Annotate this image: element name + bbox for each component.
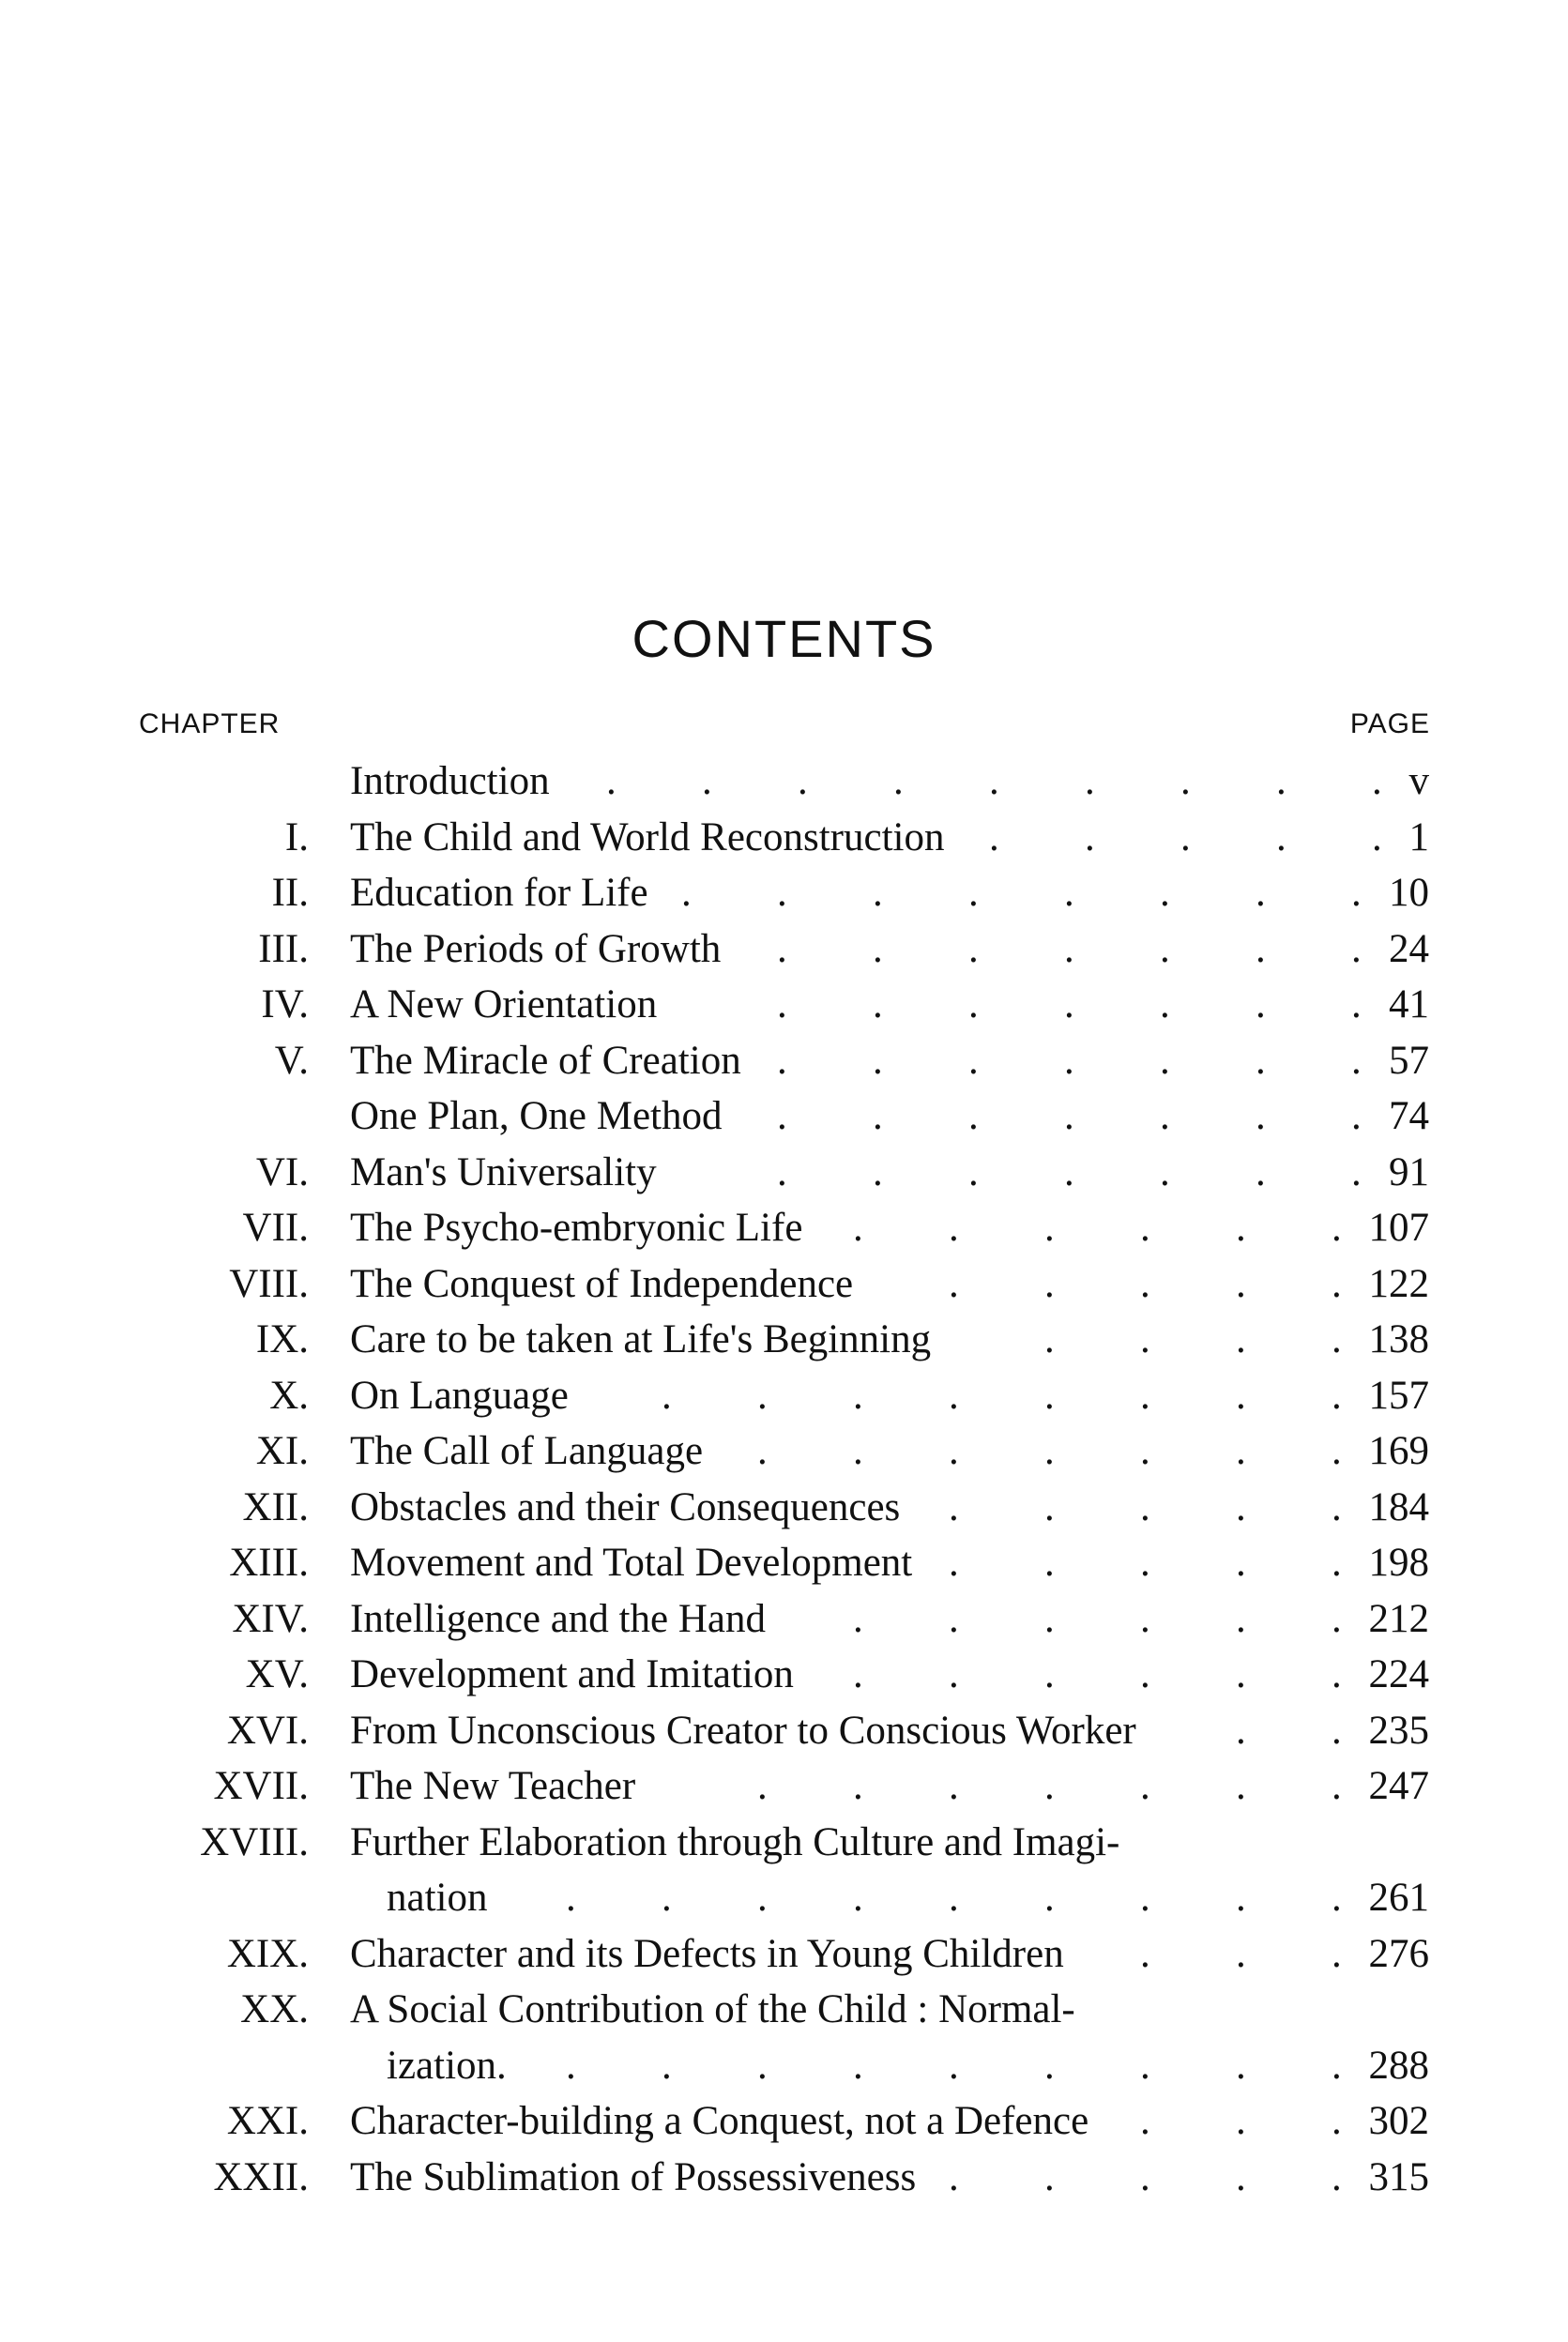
leader-dot: . bbox=[662, 1876, 672, 1920]
chapter-number: I. bbox=[284, 814, 309, 859]
leader-dot: . bbox=[949, 1541, 959, 1585]
leader-dot: . bbox=[968, 982, 979, 1027]
leader-dot: . bbox=[1064, 871, 1074, 915]
leader-dot: . bbox=[1236, 1317, 1246, 1361]
leader-dot: . bbox=[1044, 1373, 1055, 1418]
leader-dot: . bbox=[1044, 1596, 1055, 1641]
leader-dot: . bbox=[873, 982, 883, 1027]
leader-dot: . bbox=[1236, 1429, 1246, 1473]
page-number: 224 bbox=[1368, 1652, 1429, 1696]
toc-entry bbox=[0, 758, 1568, 814]
leader-dot: . bbox=[1160, 926, 1170, 971]
leader-dot: . bbox=[1140, 1317, 1150, 1361]
leader-dot: . bbox=[1140, 1764, 1150, 1808]
page-number: 288 bbox=[1368, 2043, 1429, 2088]
chapter-title: Obstacles and their Consequences bbox=[350, 1484, 901, 1529]
toc-entry bbox=[0, 1261, 1568, 1317]
chapter-number: VII. bbox=[242, 1206, 309, 1250]
toc-entry bbox=[0, 1484, 1568, 1541]
chapter-number: III. bbox=[258, 926, 309, 971]
leader-dot: . bbox=[853, 1876, 863, 1920]
leader-dot: . bbox=[1276, 814, 1286, 859]
leader-dot: . bbox=[1236, 1764, 1246, 1808]
chapter-title: Man's Universality bbox=[350, 1149, 657, 1194]
chapter-title: The Sublimation of Possessiveness bbox=[350, 2154, 917, 2199]
leader-dot: . bbox=[873, 926, 883, 971]
leader-dot: . bbox=[1236, 1484, 1246, 1529]
leader-dot: . bbox=[1332, 1931, 1342, 1976]
chapter-title: From Unconscious Creator to Conscious Worker bbox=[350, 1708, 1136, 1753]
chapter-title: A Social Contribution of the Child : Normal- bbox=[350, 1987, 1075, 2031]
leader-dot: . bbox=[873, 871, 883, 915]
leader-dot: . bbox=[1351, 1149, 1362, 1194]
leader-dot: . bbox=[1140, 1931, 1150, 1976]
leader-dot: . bbox=[662, 1373, 672, 1418]
leader-dot: . bbox=[1332, 1261, 1342, 1306]
leader-dot: . bbox=[1044, 1429, 1055, 1473]
leader-dot: . bbox=[853, 1429, 863, 1473]
leader-dot: . bbox=[566, 2043, 576, 2088]
leader-dot: . bbox=[1140, 1484, 1150, 1529]
chapter-title: Character and its Defects in Young Children bbox=[350, 1931, 1064, 1976]
leader-dot: . bbox=[1332, 1484, 1342, 1529]
toc-entry bbox=[0, 1651, 1568, 1708]
chapter-title: The Child and World Reconstruction bbox=[350, 814, 945, 859]
leader-dot: . bbox=[1140, 2154, 1150, 2199]
chapter-title: On Language bbox=[350, 1373, 569, 1418]
toc-entry bbox=[0, 1763, 1568, 1819]
page-number: 10 bbox=[1389, 871, 1429, 915]
leader-dot: . bbox=[949, 1484, 959, 1529]
chapter-title: The Psycho-embryonic Life bbox=[350, 1206, 803, 1250]
leader-dot: . bbox=[949, 1876, 959, 1920]
page-title: CONTENTS bbox=[632, 609, 936, 668]
chapter-title: ization. bbox=[387, 2043, 507, 2088]
leader-dot: . bbox=[1332, 1764, 1342, 1808]
leader-dot: . bbox=[681, 871, 692, 915]
leader-dot: . bbox=[968, 1149, 979, 1194]
leader-dot: . bbox=[1140, 1373, 1150, 1418]
toc-entry bbox=[0, 2098, 1568, 2154]
leader-dot: . bbox=[757, 1373, 768, 1418]
leader-dot: . bbox=[757, 1876, 768, 1920]
leader-dot: . bbox=[949, 2043, 959, 2088]
toc-entry bbox=[0, 1373, 1568, 1429]
leader-dot: . bbox=[1140, 1541, 1150, 1585]
leader-dot: . bbox=[949, 1596, 959, 1641]
chapter-number: XVIII. bbox=[200, 1819, 309, 1864]
leader-dot: . bbox=[1236, 1596, 1246, 1641]
toc-entry bbox=[0, 1093, 1568, 1149]
leader-dot: . bbox=[1140, 1206, 1150, 1250]
leader-dot: . bbox=[1236, 2043, 1246, 2088]
leader-dot: . bbox=[968, 1094, 979, 1138]
leader-dot: . bbox=[1064, 926, 1074, 971]
leader-dot: . bbox=[1160, 982, 1170, 1027]
toc-entry bbox=[0, 2154, 1568, 2211]
leader-dot: . bbox=[1044, 1764, 1055, 1808]
chapter-number: XII. bbox=[242, 1484, 309, 1529]
leader-dot: . bbox=[662, 2043, 672, 2088]
chapter-number: XVI. bbox=[226, 1708, 309, 1753]
leader-dot: . bbox=[989, 814, 999, 859]
toc-entry bbox=[0, 1205, 1568, 1261]
leader-dot: . bbox=[1160, 871, 1170, 915]
leader-dot: . bbox=[1064, 1038, 1074, 1083]
chapter-number: XIX. bbox=[226, 1931, 309, 1976]
page-number: 302 bbox=[1368, 2099, 1429, 2143]
leader-dot: . bbox=[1332, 1652, 1342, 1696]
leader-dot: . bbox=[853, 1373, 863, 1418]
chapter-number: II. bbox=[271, 871, 309, 915]
chapter-number: XI. bbox=[255, 1429, 309, 1473]
leader-dot: . bbox=[1372, 814, 1382, 859]
page-number: 24 bbox=[1389, 926, 1429, 971]
leader-dot: . bbox=[1332, 1708, 1342, 1753]
chapter-number: X. bbox=[269, 1373, 309, 1418]
leader-dot: . bbox=[1064, 1094, 1074, 1138]
leader-dot: . bbox=[1044, 1484, 1055, 1529]
leader-dot: . bbox=[1140, 1596, 1150, 1641]
leader-dot: . bbox=[1256, 1094, 1266, 1138]
toc-entry bbox=[0, 1149, 1568, 1206]
chapter-column-header: CHAPTER bbox=[139, 708, 281, 739]
toc-entry bbox=[0, 1038, 1568, 1094]
page-number: 247 bbox=[1368, 1764, 1429, 1808]
leader-dot: . bbox=[1064, 1149, 1074, 1194]
leader-dot: . bbox=[1044, 1261, 1055, 1306]
chapter-title: Movement and Total Development bbox=[350, 1541, 913, 1585]
page-number: 212 bbox=[1368, 1596, 1429, 1641]
leader-dot: . bbox=[1236, 1876, 1246, 1920]
leader-dot: . bbox=[777, 982, 787, 1027]
page-number: 235 bbox=[1368, 1708, 1429, 1753]
leader-dot: . bbox=[1372, 759, 1382, 803]
toc-entry bbox=[0, 1316, 1568, 1373]
leader-dot: . bbox=[1044, 2154, 1055, 2199]
page-number: 276 bbox=[1368, 1931, 1429, 1976]
leader-dot: . bbox=[1064, 982, 1074, 1027]
leader-dot: . bbox=[949, 1652, 959, 1696]
toc-entry bbox=[0, 1428, 1568, 1484]
leader-dot: . bbox=[1140, 1429, 1150, 1473]
leader-dot: . bbox=[1332, 2154, 1342, 2199]
chapter-number: VIII. bbox=[229, 1261, 309, 1306]
page-number: 107 bbox=[1368, 1206, 1429, 1250]
leader-dot: . bbox=[1351, 982, 1362, 1027]
chapter-title: Character-building a Conquest, not a Defence bbox=[350, 2099, 1089, 2143]
page-number: 169 bbox=[1368, 1429, 1429, 1473]
chapter-title: The New Teacher bbox=[350, 1764, 636, 1808]
leader-dot: . bbox=[949, 1206, 959, 1250]
leader-dot: . bbox=[1044, 1652, 1055, 1696]
leader-dot: . bbox=[1236, 1652, 1246, 1696]
toc-entry bbox=[0, 2043, 1568, 2099]
leader-dot: . bbox=[1256, 1149, 1266, 1194]
leader-dot: . bbox=[949, 2154, 959, 2199]
leader-dot: . bbox=[1332, 1596, 1342, 1641]
toc-entry bbox=[0, 1819, 1568, 1876]
chapter-number: IV. bbox=[261, 982, 309, 1027]
page-number: 315 bbox=[1368, 2154, 1429, 2199]
chapter-number: XXII. bbox=[213, 2154, 309, 2199]
leader-dot: . bbox=[1236, 1541, 1246, 1585]
leader-dot: . bbox=[1236, 1206, 1246, 1250]
toc-entry bbox=[0, 981, 1568, 1038]
table-of-contents bbox=[0, 758, 1568, 2210]
chapter-title: The Miracle of Creation bbox=[350, 1038, 741, 1083]
leader-dot: . bbox=[1044, 1206, 1055, 1250]
toc-entry bbox=[0, 1540, 1568, 1596]
leader-dot: . bbox=[968, 926, 979, 971]
leader-dot: . bbox=[968, 1038, 979, 1083]
page-number: 157 bbox=[1368, 1373, 1429, 1418]
leader-dot: . bbox=[1256, 926, 1266, 971]
leader-dot: . bbox=[1180, 759, 1191, 803]
leader-dot: . bbox=[1332, 1206, 1342, 1250]
leader-dot: . bbox=[1140, 1876, 1150, 1920]
leader-dot: . bbox=[1351, 1038, 1362, 1083]
page-number: 74 bbox=[1389, 1094, 1429, 1138]
leader-dot: . bbox=[1256, 871, 1266, 915]
toc-entry bbox=[0, 1596, 1568, 1652]
leader-dot: . bbox=[1085, 814, 1095, 859]
leader-dot: . bbox=[1160, 1038, 1170, 1083]
leader-dot: . bbox=[1085, 759, 1095, 803]
leader-dot: . bbox=[1140, 2099, 1150, 2143]
chapter-title: The Call of Language bbox=[350, 1429, 704, 1473]
leader-dot: . bbox=[1332, 2099, 1342, 2143]
toc-entry bbox=[0, 1986, 1568, 2043]
page-column-header: PAGE bbox=[1349, 708, 1430, 739]
leader-dot: . bbox=[949, 1373, 959, 1418]
chapter-title: nation bbox=[387, 1876, 488, 1920]
leader-dot: . bbox=[1332, 1317, 1342, 1361]
leader-dot: . bbox=[949, 1429, 959, 1473]
leader-dot: . bbox=[873, 1038, 883, 1083]
leader-dot: . bbox=[1256, 982, 1266, 1027]
leader-dot: . bbox=[566, 1876, 576, 1920]
chapter-title: One Plan, One Method bbox=[350, 1094, 723, 1138]
chapter-number: XVII. bbox=[213, 1764, 309, 1808]
page-number: 138 bbox=[1368, 1317, 1429, 1361]
chapter-number: VI. bbox=[255, 1149, 309, 1194]
leader-dot: . bbox=[1044, 2043, 1055, 2088]
leader-dot: . bbox=[1276, 759, 1286, 803]
chapter-title: Intelligence and the Hand bbox=[350, 1596, 766, 1641]
leader-dot: . bbox=[1332, 1429, 1342, 1473]
toc-entry bbox=[0, 926, 1568, 982]
leader-dot: . bbox=[1044, 1317, 1055, 1361]
toc-entry bbox=[0, 870, 1568, 926]
page-number: 57 bbox=[1389, 1038, 1429, 1083]
toc-entry bbox=[0, 1931, 1568, 1987]
leader-dot: . bbox=[853, 1206, 863, 1250]
leader-dot: . bbox=[989, 759, 999, 803]
leader-dot: . bbox=[853, 2043, 863, 2088]
leader-dot: . bbox=[1160, 1094, 1170, 1138]
chapter-number: XX. bbox=[240, 1987, 309, 2031]
toc-entry bbox=[0, 814, 1568, 871]
toc-entry bbox=[0, 1875, 1568, 1931]
toc-entry bbox=[0, 1708, 1568, 1764]
leader-dot: . bbox=[1044, 1541, 1055, 1585]
leader-dot: . bbox=[1351, 926, 1362, 971]
leader-dot: . bbox=[1160, 1149, 1170, 1194]
leader-dot: . bbox=[1256, 1038, 1266, 1083]
chapter-number: XV. bbox=[245, 1652, 309, 1696]
chapter-number: XXI. bbox=[226, 2099, 309, 2143]
chapter-title: The Conquest of Independence bbox=[350, 1261, 854, 1306]
leader-dot: . bbox=[1236, 1931, 1246, 1976]
leader-dot: . bbox=[949, 1764, 959, 1808]
leader-dot: . bbox=[1180, 814, 1191, 859]
leader-dot: . bbox=[1140, 1652, 1150, 1696]
leader-dot: . bbox=[873, 1149, 883, 1194]
page-number: 122 bbox=[1368, 1261, 1429, 1306]
leader-dot: . bbox=[757, 1764, 768, 1808]
leader-dot: . bbox=[1236, 1373, 1246, 1418]
leader-dot: . bbox=[853, 1764, 863, 1808]
chapter-title: Further Elaboration through Culture and Imagi- bbox=[350, 1819, 1120, 1864]
chapter-title: A New Orientation bbox=[350, 982, 658, 1027]
leader-dot: . bbox=[949, 1261, 959, 1306]
page-number: 261 bbox=[1368, 1876, 1429, 1920]
chapter-title: Introduction bbox=[350, 759, 550, 803]
leader-dot: . bbox=[777, 1149, 787, 1194]
leader-dot: . bbox=[1332, 1541, 1342, 1585]
page-number: 91 bbox=[1389, 1149, 1429, 1194]
chapter-title: Education for Life bbox=[350, 871, 648, 915]
leader-dot: . bbox=[798, 759, 808, 803]
leader-dot: . bbox=[1236, 2099, 1246, 2143]
leader-dot: . bbox=[1351, 1094, 1362, 1138]
leader-dot: . bbox=[702, 759, 712, 803]
leader-dot: . bbox=[1140, 1261, 1150, 1306]
leader-dot: . bbox=[1236, 1708, 1246, 1753]
chapter-title: The Periods of Growth bbox=[350, 926, 722, 971]
leader-dot: . bbox=[757, 2043, 768, 2088]
leader-dot: . bbox=[757, 1429, 768, 1473]
chapter-number: XIII. bbox=[229, 1541, 309, 1585]
chapter-title: Care to be taken at Life's Beginning bbox=[350, 1317, 932, 1361]
leader-dot: . bbox=[1351, 871, 1362, 915]
page-number: 198 bbox=[1368, 1541, 1429, 1585]
page-number: 1 bbox=[1408, 814, 1429, 859]
leader-dot: . bbox=[893, 759, 904, 803]
leader-dot: . bbox=[853, 1596, 863, 1641]
leader-dot: . bbox=[873, 1094, 883, 1138]
leader-dot: . bbox=[1140, 2043, 1150, 2088]
chapter-number: XIV. bbox=[232, 1596, 309, 1641]
leader-dot: . bbox=[968, 871, 979, 915]
chapter-number: IX. bbox=[255, 1317, 309, 1361]
leader-dot: . bbox=[777, 1094, 787, 1138]
leader-dot: . bbox=[777, 871, 787, 915]
chapter-number: V. bbox=[274, 1038, 309, 1083]
leader-dot: . bbox=[853, 1652, 863, 1696]
page-number: 41 bbox=[1389, 982, 1429, 1027]
leader-dot: . bbox=[1332, 2043, 1342, 2088]
leader-dot: . bbox=[777, 926, 787, 971]
leader-dot: . bbox=[1332, 1373, 1342, 1418]
leader-dot: . bbox=[1044, 1876, 1055, 1920]
leader-dot: . bbox=[1236, 2154, 1246, 2199]
page-number: v bbox=[1408, 759, 1429, 803]
leader-dot: . bbox=[1332, 1876, 1342, 1920]
leader-dot: . bbox=[1236, 1261, 1246, 1306]
leader-dot: . bbox=[606, 759, 617, 803]
leader-dot: . bbox=[777, 1038, 787, 1083]
chapter-title: Development and Imitation bbox=[350, 1652, 794, 1696]
page-number: 184 bbox=[1368, 1484, 1429, 1529]
